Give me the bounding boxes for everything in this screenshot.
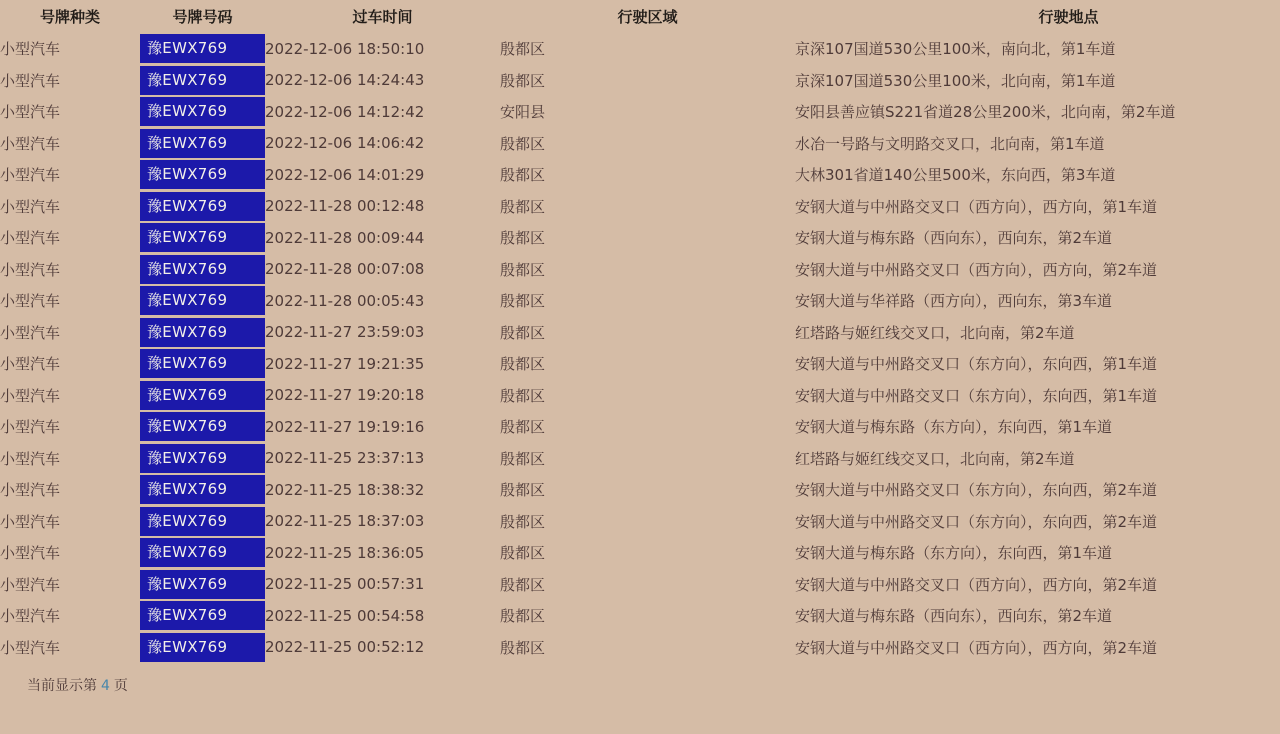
pass-time-cell: 2022-11-27 19:19:16 — [265, 417, 425, 436]
area-cell: 殷都区 — [500, 386, 546, 405]
area-cell: 殷都区 — [500, 134, 546, 153]
license-plate-badge[interactable]: 豫EWX769 — [140, 129, 265, 158]
plate-number-cell — [140, 569, 265, 601]
pagination-suffix: 页 — [113, 678, 128, 694]
plate-type-cell: 小型汽车 — [0, 575, 61, 594]
table-row — [0, 380, 1280, 412]
location-cell: 红塔路与姬红线交叉口，北向南，第2车道 — [795, 323, 1075, 342]
location-cell: 安钢大道与中州路交叉口（东方向），东向西，第1车道 — [795, 386, 1158, 405]
table-row — [0, 600, 1280, 632]
table-row — [0, 191, 1280, 223]
pagination-status — [0, 675, 1280, 695]
pass-time-cell: 2022-11-25 18:36:05 — [265, 543, 425, 562]
plate-number-cell — [140, 65, 265, 97]
plate-type-cell: 小型汽车 — [0, 166, 61, 185]
table-header-row — [0, 0, 1280, 33]
license-plate-badge[interactable]: 豫EWX769 — [140, 286, 265, 315]
pass-time-cell: 2022-12-06 14:24:43 — [265, 71, 425, 90]
plate-type-cell: 小型汽车 — [0, 103, 61, 122]
pass-time-cell: 2022-11-25 18:37:03 — [265, 512, 425, 531]
table-row — [0, 254, 1280, 286]
plate-type-cell: 小型汽车 — [0, 292, 61, 311]
col-header-plate-number: 号牌号码 — [172, 8, 233, 26]
plate-type-cell: 小型汽车 — [0, 638, 61, 657]
location-cell: 安钢大道与中州路交叉口（西方向），西方向，第2车道 — [795, 575, 1158, 594]
table-row — [0, 96, 1280, 128]
plate-number-cell — [140, 600, 265, 632]
location-cell: 安钢大道与中州路交叉口（东方向），东向西，第2车道 — [795, 512, 1158, 531]
area-cell: 安阳县 — [500, 103, 546, 122]
pass-time-cell: 2022-12-06 14:12:42 — [265, 102, 425, 121]
area-cell: 殷都区 — [500, 197, 546, 216]
table-row — [0, 33, 1280, 65]
col-header-plate-type: 号牌种类 — [39, 8, 100, 26]
license-plate-badge[interactable]: 豫EWX769 — [140, 444, 265, 473]
col-header-area: 行驶区域 — [617, 8, 678, 26]
plate-type-cell: 小型汽车 — [0, 197, 61, 216]
license-plate-badge[interactable]: 豫EWX769 — [140, 160, 265, 189]
table-row — [0, 65, 1280, 97]
area-cell: 殷都区 — [500, 71, 546, 90]
location-cell: 安钢大道与梅东路（东方向），东向西，第1车道 — [795, 418, 1113, 437]
plate-type-cell: 小型汽车 — [0, 512, 61, 531]
area-cell: 殷都区 — [500, 229, 546, 248]
plate-type-cell: 小型汽车 — [0, 355, 61, 374]
area-cell: 殷都区 — [500, 166, 546, 185]
license-plate-badge[interactable]: 豫EWX769 — [140, 475, 265, 504]
area-cell: 殷都区 — [500, 607, 546, 626]
area-cell: 殷都区 — [500, 638, 546, 657]
license-plate-badge[interactable]: 豫EWX769 — [140, 570, 265, 599]
area-cell: 殷都区 — [500, 544, 546, 563]
plate-number-cell — [140, 317, 265, 349]
table-row — [0, 159, 1280, 191]
location-cell: 红塔路与姬红线交叉口，北向南，第2车道 — [795, 449, 1075, 468]
plate-type-cell: 小型汽车 — [0, 607, 61, 626]
location-cell: 安钢大道与梅东路（西向东），西向东，第2车道 — [795, 229, 1113, 248]
table-row — [0, 222, 1280, 254]
plate-type-cell: 小型汽车 — [0, 229, 61, 248]
plate-type-cell: 小型汽车 — [0, 323, 61, 342]
pass-time-cell: 2022-11-28 00:07:08 — [265, 260, 425, 279]
plate-type-cell: 小型汽车 — [0, 481, 61, 500]
col-header-location: 行驶地点 — [1038, 8, 1099, 26]
license-plate-badge[interactable]: 豫EWX769 — [140, 412, 265, 441]
table-row — [0, 569, 1280, 601]
plate-number-cell — [140, 33, 265, 65]
pass-time-cell: 2022-11-28 00:05:43 — [265, 291, 425, 310]
location-cell: 安钢大道与华祥路（西方向），西向东，第3车道 — [795, 292, 1113, 311]
location-cell: 安钢大道与梅东路（东方向），东向西，第1车道 — [795, 544, 1113, 563]
location-cell: 安钢大道与梅东路（西向东），西向东，第2车道 — [795, 607, 1113, 626]
license-plate-badge[interactable]: 豫EWX769 — [140, 223, 265, 252]
area-cell: 殷都区 — [500, 575, 546, 594]
location-cell: 水冶一号路与文明路交叉口，北向南，第1车道 — [795, 134, 1105, 153]
area-cell: 殷都区 — [500, 292, 546, 311]
pass-time-cell: 2022-11-27 19:21:35 — [265, 354, 425, 373]
location-cell: 安钢大道与中州路交叉口（西方向），西方向，第2车道 — [795, 260, 1158, 279]
table-row — [0, 128, 1280, 160]
table-row — [0, 317, 1280, 349]
pass-time-cell: 2022-12-06 14:01:29 — [265, 165, 425, 184]
license-plate-badge[interactable]: 豫EWX769 — [140, 97, 265, 126]
col-header-pass-time: 过车时间 — [352, 8, 413, 26]
plate-type-cell: 小型汽车 — [0, 134, 61, 153]
license-plate-badge[interactable]: 豫EWX769 — [140, 255, 265, 284]
plate-number-cell — [140, 411, 265, 443]
location-cell: 安钢大道与中州路交叉口（东方向），东向西，第2车道 — [795, 481, 1158, 500]
plate-number-cell — [140, 443, 265, 475]
pass-time-cell: 2022-11-25 23:37:13 — [265, 449, 425, 468]
plate-number-cell — [140, 380, 265, 412]
area-cell: 殷都区 — [500, 355, 546, 374]
plate-number-cell — [140, 191, 265, 223]
table-row — [0, 348, 1280, 380]
license-plate-badge[interactable]: 豫EWX769 — [140, 633, 265, 662]
area-cell: 殷都区 — [500, 323, 546, 342]
location-cell: 京深107国道530公里100米，北向南，第1车道 — [795, 71, 1116, 90]
plate-type-cell: 小型汽车 — [0, 386, 61, 405]
area-cell: 殷都区 — [500, 512, 546, 531]
area-cell: 殷都区 — [500, 449, 546, 468]
pass-time-cell: 2022-12-06 14:06:42 — [265, 134, 425, 153]
plate-number-cell — [140, 159, 265, 191]
plate-type-cell: 小型汽车 — [0, 260, 61, 279]
location-cell: 安钢大道与中州路交叉口（东方向），东向西，第1车道 — [795, 355, 1158, 374]
plate-number-cell — [140, 537, 265, 569]
current-page-number: 4 — [101, 678, 110, 694]
pagination-prefix: 当前显示第 — [27, 678, 97, 694]
area-cell: 殷都区 — [500, 40, 546, 59]
table-row — [0, 443, 1280, 475]
plate-number-cell — [140, 348, 265, 380]
license-plate-badge[interactable]: 豫EWX769 — [140, 507, 265, 536]
pass-time-cell: 2022-11-25 00:54:58 — [265, 606, 425, 625]
pass-time-cell: 2022-11-28 00:12:48 — [265, 197, 425, 216]
table-row — [0, 285, 1280, 317]
license-plate-badge[interactable]: 豫EWX769 — [140, 349, 265, 378]
plate-type-cell: 小型汽车 — [0, 544, 61, 563]
plate-type-cell: 小型汽车 — [0, 40, 61, 59]
location-cell: 安阳县善应镇S221省道28公里200米，北向南，第2车道 — [795, 103, 1176, 122]
pass-time-cell: 2022-11-25 00:57:31 — [265, 575, 425, 594]
area-cell: 殷都区 — [500, 481, 546, 500]
plate-type-cell: 小型汽车 — [0, 71, 61, 90]
pass-time-cell: 2022-12-06 18:50:10 — [265, 39, 425, 58]
pass-time-cell: 2022-11-25 18:38:32 — [265, 480, 425, 499]
license-plate-badge[interactable]: 豫EWX769 — [140, 538, 265, 567]
plate-number-cell — [140, 506, 265, 538]
location-cell: 大林301省道140公里500米，东向西，第3车道 — [795, 166, 1116, 185]
table-row — [0, 506, 1280, 538]
license-plate-badge[interactable]: 豫EWX769 — [140, 601, 265, 630]
plate-type-cell: 小型汽车 — [0, 418, 61, 437]
pass-time-cell: 2022-11-25 00:52:12 — [265, 638, 425, 657]
table-row — [0, 474, 1280, 506]
table-row — [0, 411, 1280, 443]
license-plate-badge[interactable]: 豫EWX769 — [140, 381, 265, 410]
pass-time-cell: 2022-11-28 00:09:44 — [265, 228, 425, 247]
area-cell: 殷都区 — [500, 260, 546, 279]
area-cell: 殷都区 — [500, 418, 546, 437]
plate-number-cell — [140, 222, 265, 254]
location-cell: 京深107国道530公里100米，南向北，第1车道 — [795, 40, 1116, 59]
plate-type-cell: 小型汽车 — [0, 449, 61, 468]
plate-number-cell — [140, 254, 265, 286]
license-plate-badge[interactable]: 豫EWX769 — [140, 34, 265, 63]
pass-time-cell: 2022-11-27 23:59:03 — [265, 323, 425, 342]
plate-number-cell — [140, 474, 265, 506]
license-plate-badge[interactable]: 豫EWX769 — [140, 318, 265, 347]
plate-number-cell — [140, 128, 265, 160]
table-row — [0, 537, 1280, 569]
pass-time-cell: 2022-11-27 19:20:18 — [265, 386, 425, 405]
location-cell: 安钢大道与中州路交叉口（西方向），西方向，第1车道 — [795, 197, 1158, 216]
location-cell: 安钢大道与中州路交叉口（西方向），西方向，第2车道 — [795, 638, 1158, 657]
plate-number-cell — [140, 96, 265, 128]
license-plate-badge[interactable]: 豫EWX769 — [140, 66, 265, 95]
table-row — [0, 632, 1280, 664]
license-plate-badge[interactable]: 豫EWX769 — [140, 192, 265, 221]
plate-number-cell — [140, 285, 265, 317]
plate-number-cell — [140, 632, 265, 664]
